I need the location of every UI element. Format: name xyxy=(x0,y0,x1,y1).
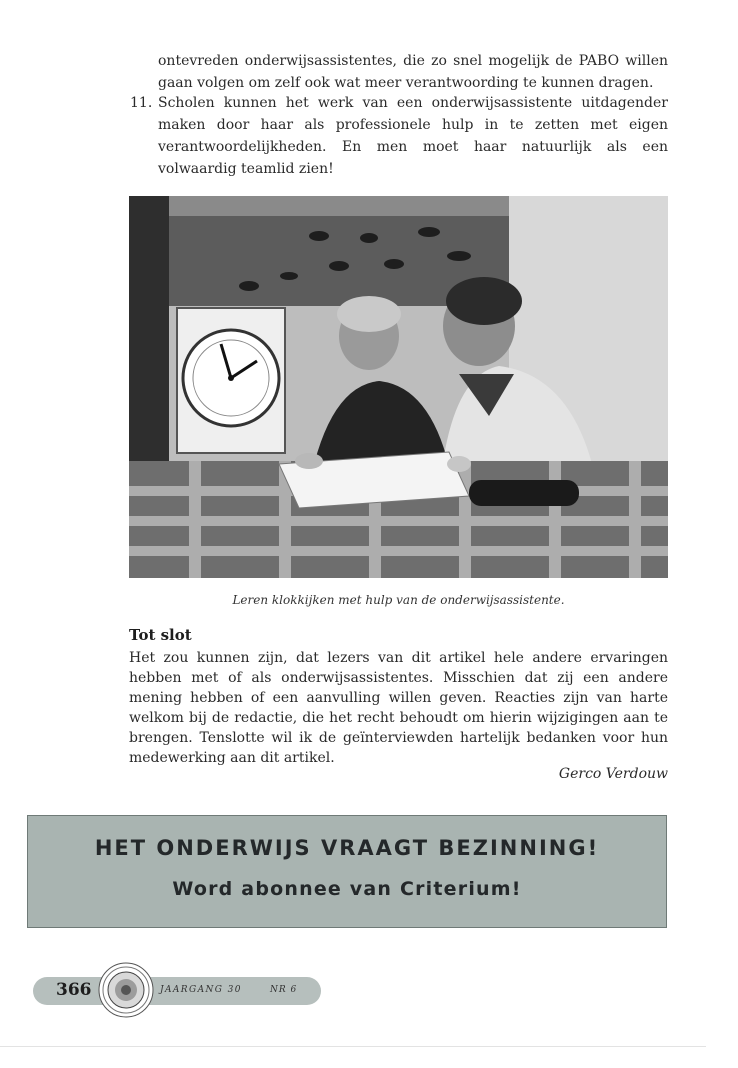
classroom-photo xyxy=(129,196,668,578)
volume-label: JAARGANG 30 xyxy=(160,985,242,995)
subscription-banner xyxy=(27,815,667,928)
section-heading: Tot slot xyxy=(129,626,192,644)
continuation-paragraph: ontevreden onderwijsassistentes, die zo snel mogelijk de PABO willen gaan volgen om zelf ook wat meer verantwoording te kunnen dragen. xyxy=(158,53,668,91)
list-item-text: Scholen kunnen het werk van een onderwijsassistente uitdagender maken door haar als professionele hulp in te zetten met eigen verantwoordelijkheden. En men moet haar natuurlijk als een volwaardig teamlid zien! xyxy=(158,95,668,177)
author-signature: Gerco Verdouw xyxy=(558,766,668,782)
page-number: 366 xyxy=(56,980,92,1000)
closing-paragraph: Het zou kunnen zijn, dat lezers van dit artikel hele andere ervaringen hebben met of als onderwijsassistentes. Misschien dat zij een andere mening hebben of een aanvulling willen geven. Reacties zijn van harte welkom bij de redactie, die het recht behoudt om hierin wijzigingen aan te brengen. Tenslotte wil ik de geïnterviewden hartelijk bedanken voor hun medewerking aan dit artikel. xyxy=(129,650,668,766)
list-item-number: 11. xyxy=(130,95,153,111)
classroom-photo-illustration xyxy=(129,196,668,578)
banner-subline: Word abonnee van Criterium! xyxy=(172,878,522,900)
photo-caption: Leren klokkijken met hulp van de onderwijsassistente. xyxy=(232,593,565,607)
banner-headline: HET ONDERWIJS VRAAGT BEZINNING! xyxy=(94,836,600,860)
magazine-seal-icon xyxy=(98,962,154,1018)
page-bottom-divider xyxy=(0,1046,706,1047)
issue-label: NR 6 xyxy=(270,985,298,995)
